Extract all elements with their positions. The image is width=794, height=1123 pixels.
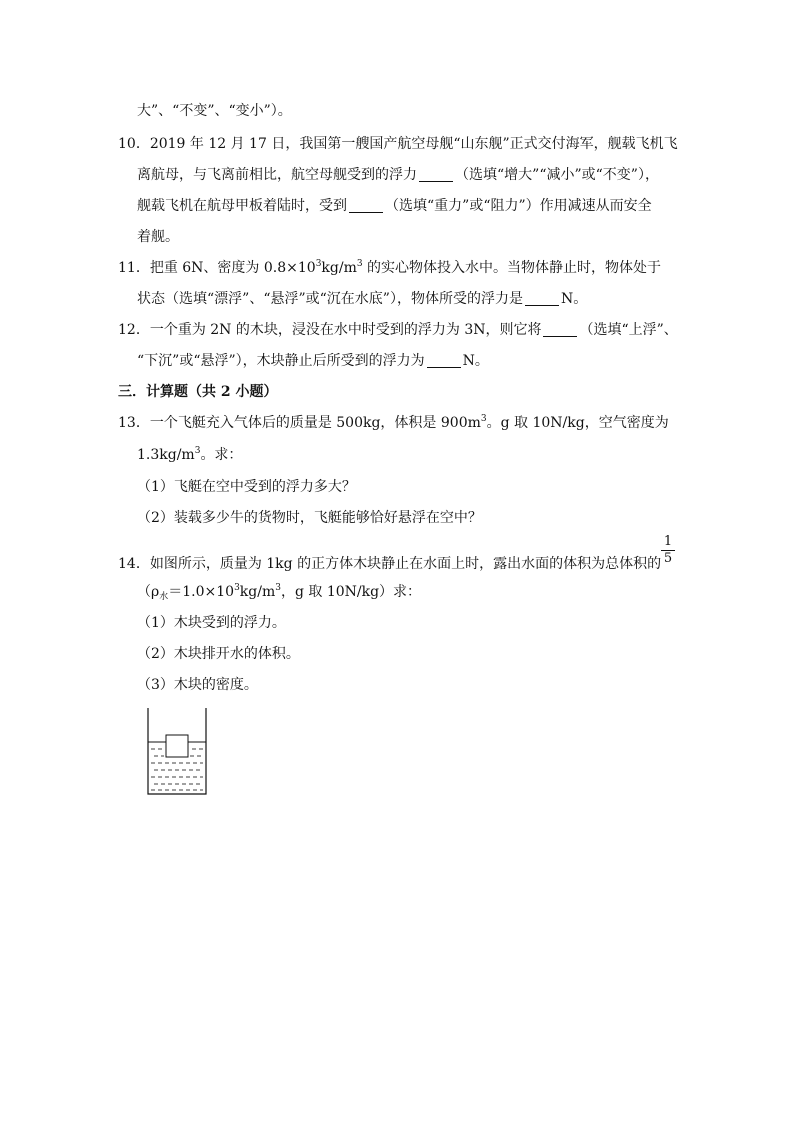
question-10-line-4: 着舰。 bbox=[137, 229, 179, 245]
question-14-line-1: 14．如图所示，质量为 1kg 的正方体木块静止在水面上时，露出水面的体积为总体积的 bbox=[118, 556, 662, 572]
container-diagram bbox=[140, 706, 212, 798]
answer-blank[interactable] bbox=[543, 322, 577, 337]
question-13-line-2: $1.3kg/m^3$。求： bbox=[137, 446, 243, 463]
question-10-line-1: 10．2019 年 12 月 17 日，我国第一艘国产航空母舰“山东舰”正式交付海军，舰载飞机飞 bbox=[118, 136, 678, 152]
question-10-line-2: 离航母，与飞离前相比，航空母舰受到的浮力 （选填“增大”“减小”或“不变”）， bbox=[137, 167, 659, 183]
text-line: 大”、“不变”、“变小”）。 bbox=[137, 103, 292, 119]
question-12-line-2: “下沉”或“悬浮”），木块静止后所受到的浮力为 N。 bbox=[137, 353, 489, 369]
wooden-block bbox=[166, 735, 188, 757]
question-14-part-1: （1）木块受到的浮力。 bbox=[137, 615, 286, 631]
section-heading: 三．计算题（共 2 小题） bbox=[118, 384, 278, 400]
question-13-line-1: 13．一个飞艇充入气体后的质量是 500kg，体积是 $900m^3$。g 取 10N/kg，空气密度为 bbox=[118, 414, 669, 431]
answer-blank[interactable] bbox=[427, 353, 461, 368]
question-11-line-2: 状态（选填“漂浮”、“悬浮”或“沉在水底”），物体所受的浮力是 N。 bbox=[137, 291, 588, 307]
question-14-line-2: （$\rho_水=1.0\times 10^3kg/m^3$，g 取 10N/kg）求： bbox=[137, 583, 422, 602]
fraction bbox=[661, 535, 675, 566]
question-13-part-1: （1）飞艇在空中受到的浮力多大？ bbox=[137, 479, 356, 495]
question-14-part-2: （2）木块排开水的体积。 bbox=[137, 646, 300, 662]
fraction-numerator: 1 bbox=[663, 534, 673, 549]
answer-blank[interactable] bbox=[525, 291, 559, 306]
question-11-line-1: 11．把重 6N、密度为 $0.8\times 10^3kg/m^3$ 的实心物体投入水中。当物体静止时，物体处于 bbox=[118, 259, 662, 276]
answer-blank[interactable] bbox=[419, 167, 453, 182]
question-12-line-1: 12．一个重为 2N 的木块，浸没在水中时受到的浮力为 3N，则它将 （选填“上浮”、 bbox=[118, 322, 678, 338]
answer-blank[interactable] bbox=[349, 198, 383, 213]
question-13-part-2: （2）装载多少牛的货物时，飞艇能够恰好悬浮在空中？ bbox=[137, 510, 482, 526]
question-14-part-3: （3）木块的密度。 bbox=[137, 677, 258, 693]
question-10-line-3: 舰载飞机在航母甲板着陆时，受到 （选填“重力”或“阻力”）作用减速从而安全 bbox=[137, 198, 652, 214]
fraction-denominator: 5 bbox=[663, 551, 673, 566]
